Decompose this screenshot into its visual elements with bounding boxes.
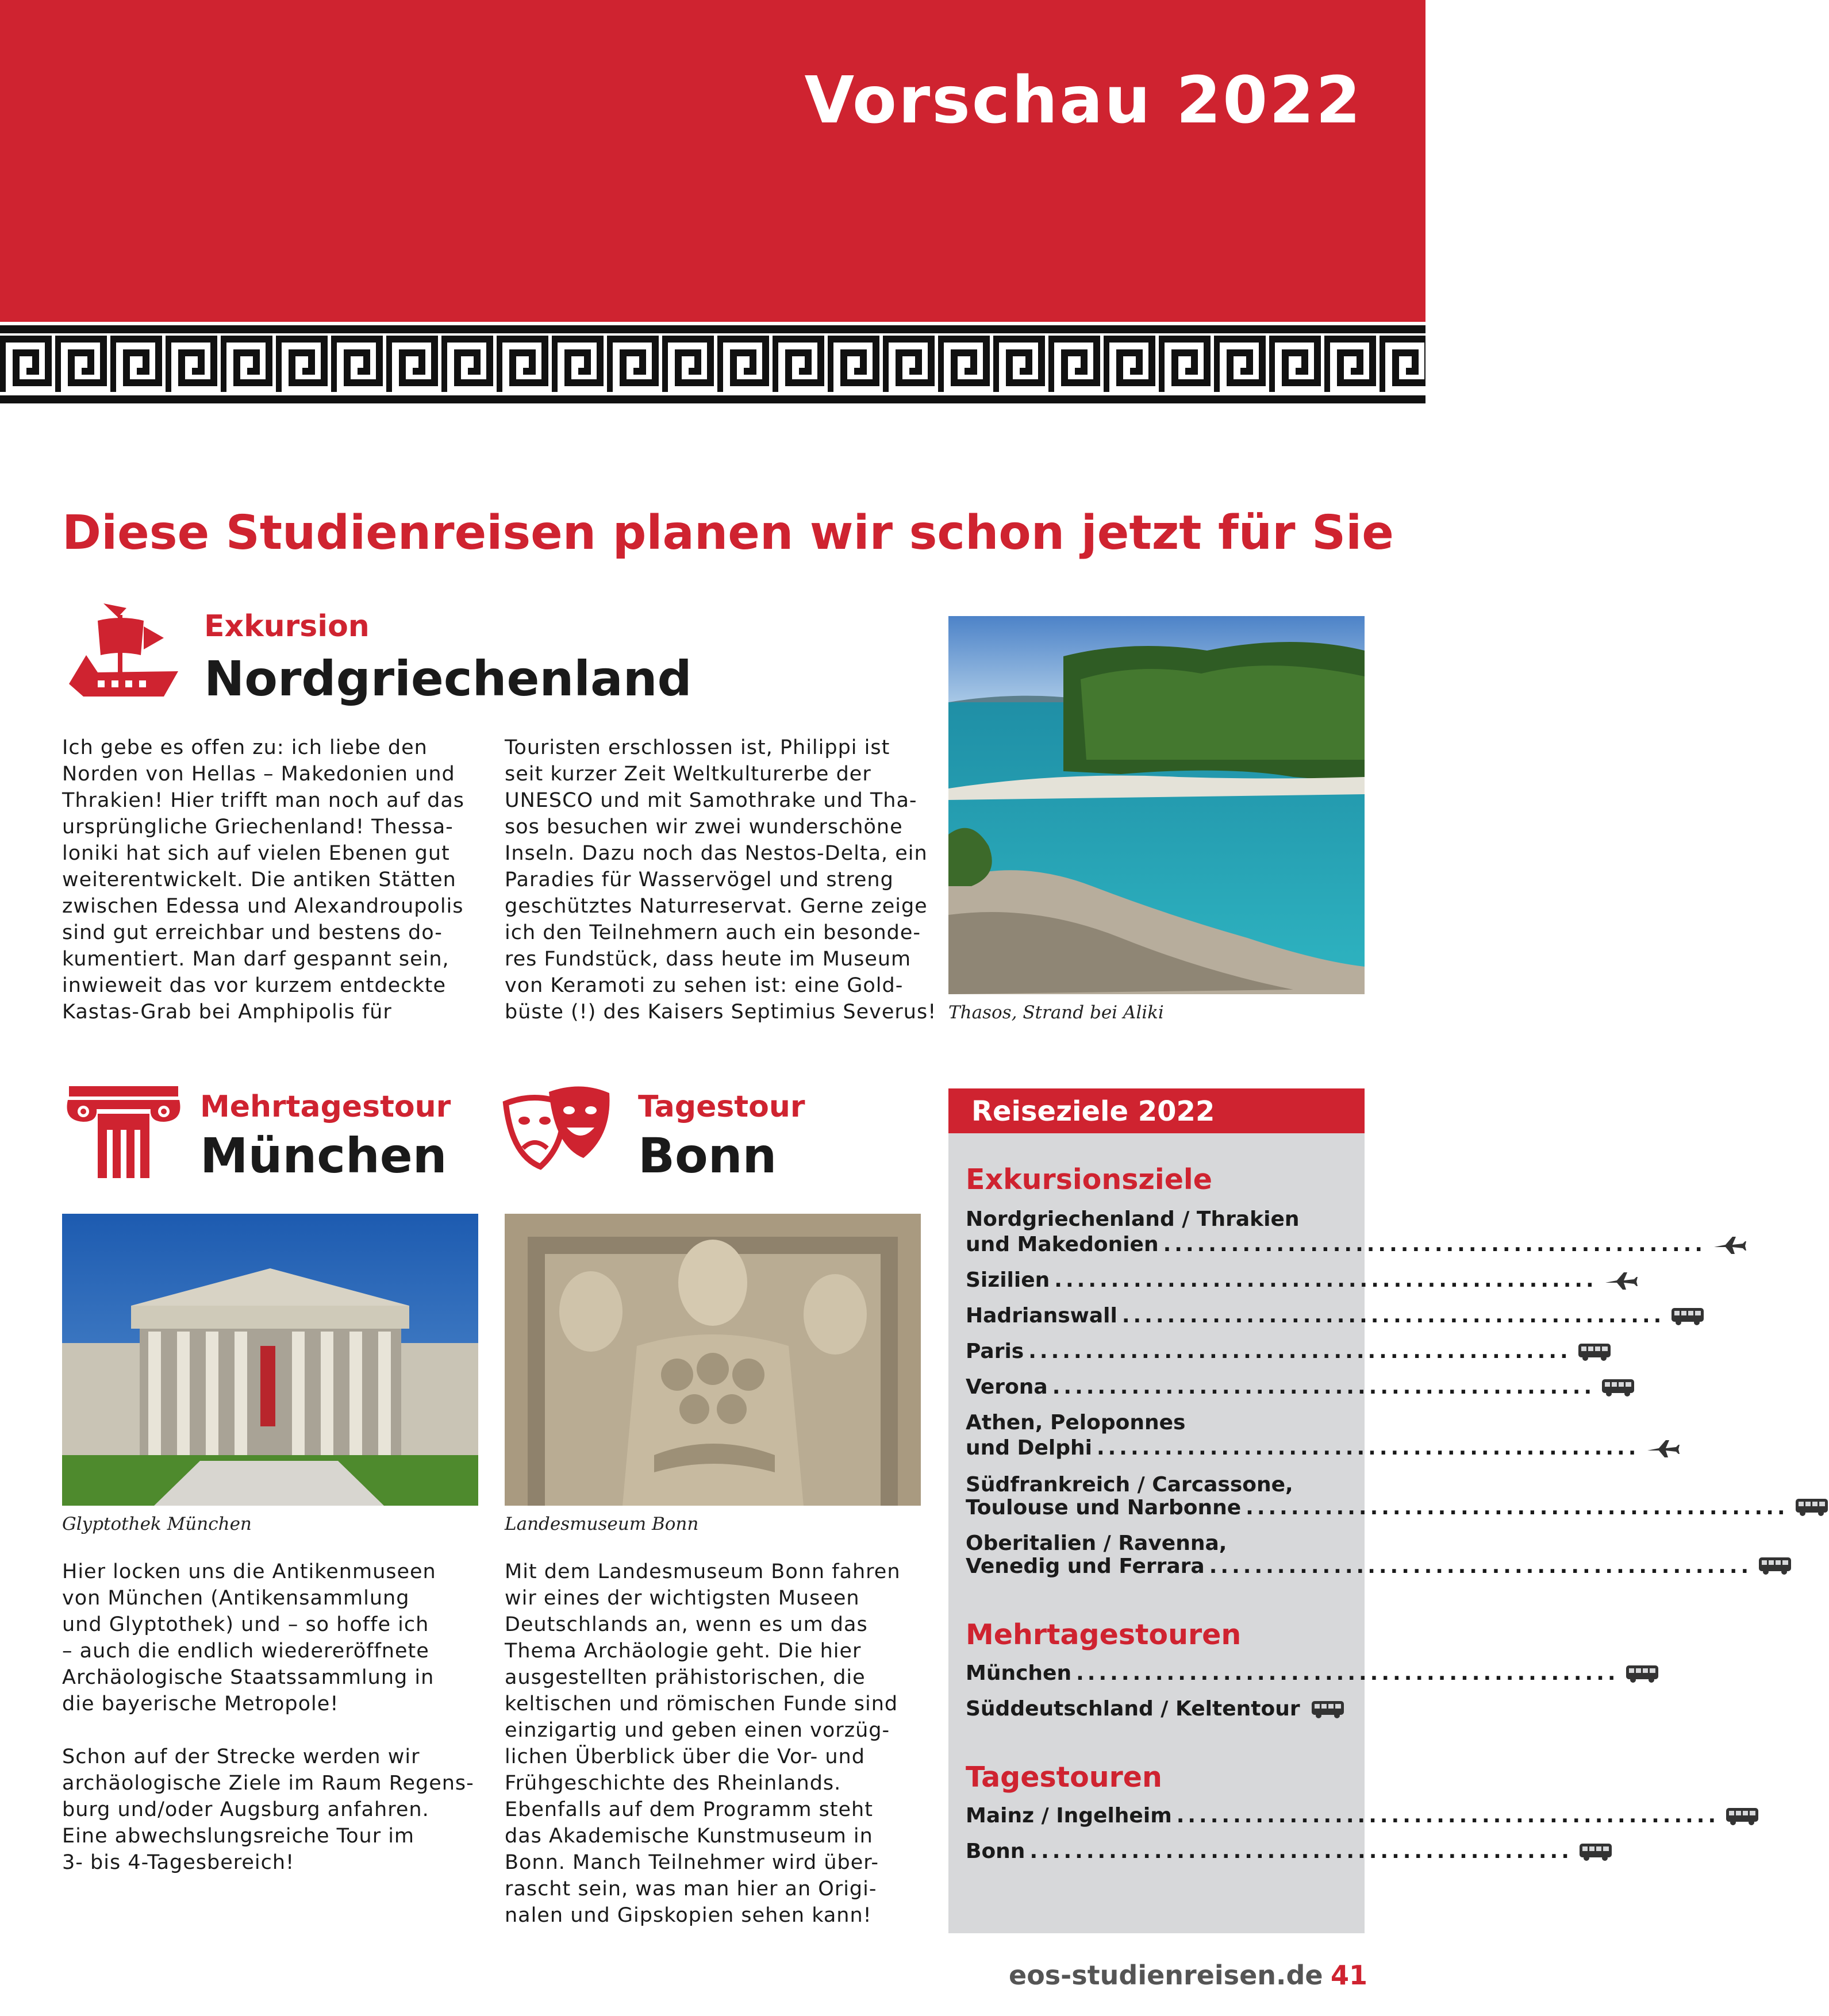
- destination-item: Sizilien ................................................: [966, 1268, 1345, 1293]
- excursion-kicker: Exkursion: [204, 609, 370, 644]
- bonn-kicker: Tagestour: [638, 1090, 805, 1124]
- footer-url: eos-studienreisen.de: [1009, 1960, 1323, 1991]
- destination-item: Südfrankreich / Carcassone, Toulouse und Narbonne ................................................: [966, 1473, 1345, 1519]
- destination-name-line1: Nordgriechenland / Thrakien: [966, 1207, 1300, 1231]
- bus-icon: [1670, 1306, 1705, 1326]
- destination-name-line1: Südfrankreich / Carcassone,: [966, 1473, 1293, 1496]
- thasos-caption: Thasos, Strand bei Aliki: [948, 1002, 1164, 1023]
- destination-item: Paris ................................................: [966, 1339, 1345, 1364]
- destination-item: Nordgriechenland / Thrakien und Makedonien ................................................: [966, 1207, 1345, 1257]
- glyptothek-caption: Glyptothek München: [62, 1514, 252, 1534]
- destination-name: Sizilien: [966, 1268, 1050, 1292]
- roman-relief-photo: [505, 1214, 921, 1506]
- ship-icon: [63, 598, 190, 707]
- destination-name: und Delphi: [966, 1436, 1092, 1460]
- plane-icon: [1645, 1438, 1680, 1459]
- destination-name: München: [966, 1661, 1072, 1685]
- bus-icon: [1725, 1806, 1759, 1826]
- excursion-place: Nordgriechenland: [204, 651, 692, 707]
- destination-name: Hadrianswall: [966, 1304, 1117, 1328]
- destination-item: Athen, Peloponnes und Delphi ................................................: [966, 1410, 1345, 1461]
- destination-name: Toulouse und Narbonne: [966, 1496, 1242, 1519]
- excursion-text-col1: Ich gebe es offen zu: ich liebe den Norden von Hellas – Makedonien und Thrakien! Hier trifft man noch auf das ursprüngliche Griechenland! Thessa- loniki hat sich auf vielen Ebenen gut weiterentwickelt. Die antiken Stätten zwischen Edessa und Alexandroupolis sind gut erreichbar und bestens do- kumentiert. Man darf gespannt sein, inwieweit das vor kurzem entdeckte Kastas-Grab bei Amphipolis für: [62, 736, 465, 1024]
- destination-name: Mainz / Ingelheim: [966, 1804, 1172, 1828]
- destination-name: Süddeutschland / Keltentour: [966, 1697, 1300, 1721]
- bonn-place: Bonn: [638, 1128, 777, 1184]
- bus-icon: [1601, 1377, 1635, 1398]
- destination-item: München ................................................: [966, 1661, 1345, 1686]
- destinations-sidebar: [948, 1088, 1789, 1933]
- glyptothek-photo: [62, 1214, 478, 1506]
- munich-text: Hier locken uns die Antikenmuseen von München (Antikensammlung und Glyptothek) und – so hoffe ich – auch die endlich wiedereröffnete Archäologische Staatssammlung in die bayerische Metropole! Schon auf der Strecke werden wir archäologische Ziele im Raum Regens- burg und/oder Augsburg anfahren. Eine abwechslungsreiche Tour im 3- bis 4-Tagesbereich!: [62, 1560, 474, 1874]
- sidebar-header: [948, 1088, 1365, 1133]
- category-mehrtagestouren: Mehrtagestouren: [966, 1618, 1242, 1651]
- bus-icon: [1758, 1555, 1792, 1576]
- destination-name: Venedig und Ferrara: [966, 1555, 1205, 1578]
- bus-icon: [1795, 1496, 1829, 1517]
- page-title: Vorschau 2022: [804, 63, 1362, 138]
- destination-name: Bonn: [966, 1840, 1025, 1863]
- thasos-photo: [948, 616, 1365, 994]
- destination-name-line1: Oberitalien / Ravenna,: [966, 1532, 1227, 1555]
- bus-icon: [1577, 1341, 1612, 1362]
- plane-icon: [1712, 1234, 1746, 1255]
- destination-item: Bonn ................................................: [966, 1839, 1345, 1864]
- column-icon: [63, 1086, 184, 1178]
- excursion-text-col2: Touristen erschlossen ist, Philippi ist seit kurzer Zeit Weltkulturerbe der UNESCO und mit Samothrake und Tha- sos besuchen wir zwei wunderschöne Inseln. Dazu noch das Nestos-Delta, ein Paradies für Wasservögel und streng geschütztes Naturreservat. Gerne zeige ich den Teilnehmern auch ein besonde- res Fundstück, dass heute im Museum von Keramoti zu sehen ist: eine Gold- büste (!) des Kaisers Septimius Severus!: [505, 736, 937, 1024]
- header-band: [0, 0, 1425, 322]
- bus-icon: [1625, 1663, 1659, 1684]
- bonn-caption: Landesmuseum Bonn: [505, 1514, 699, 1534]
- bonn-text: Mit dem Landesmuseum Bonn fahren wir eines der wichtigsten Museen Deutschlands an, wenn es um das Thema Archäologie geht. Die hier ausgestellten prähistorischen, die keltischen und römischen Funde sind einzigartig und geben einen vorzüg- lichen Überblick über die Vor- und Frühgeschichte des Rheinlands. Ebenfalls auf dem Programm steht das Akademische Kunstmuseum in Bonn. Manch Teilnehmer wird über- rascht sein, was man hier an Origi- nalen und Gipskopien sehen kann!: [505, 1560, 901, 1927]
- section-headline: Diese Studienreisen planen wir schon jetzt für Sie: [62, 506, 1394, 560]
- plane-icon: [1603, 1270, 1638, 1291]
- destination-item: Oberitalien / Ravenna, Venedig und Ferrara ................................................: [966, 1532, 1345, 1578]
- page-number: 41: [1331, 1960, 1368, 1991]
- munich-place: München: [200, 1128, 447, 1184]
- munich-kicker: Mehrtagestour: [200, 1090, 451, 1124]
- category-exkursionsziele: Exkursionsziele: [966, 1163, 1212, 1196]
- destination-name: Verona: [966, 1375, 1048, 1399]
- bus-icon: [1578, 1841, 1613, 1862]
- destination-name: und Makedonien: [966, 1233, 1159, 1256]
- bus-icon: [1311, 1699, 1345, 1719]
- destination-item: Verona ................................................: [966, 1375, 1345, 1400]
- meander-border: [0, 325, 1425, 403]
- category-tagestouren: Tagestouren: [966, 1761, 1162, 1794]
- destination-item: Mainz / Ingelheim ................................................: [966, 1803, 1345, 1829]
- destination-item: Hadrianswall ................................................: [966, 1303, 1345, 1329]
- destination-item: [966, 1696, 1345, 1722]
- theater-masks-icon: [500, 1080, 615, 1195]
- sidebar-title: Reiseziele 2022: [971, 1095, 1215, 1128]
- destination-name-line1: Athen, Peloponnes: [966, 1411, 1186, 1434]
- destination-name: Paris: [966, 1340, 1024, 1363]
